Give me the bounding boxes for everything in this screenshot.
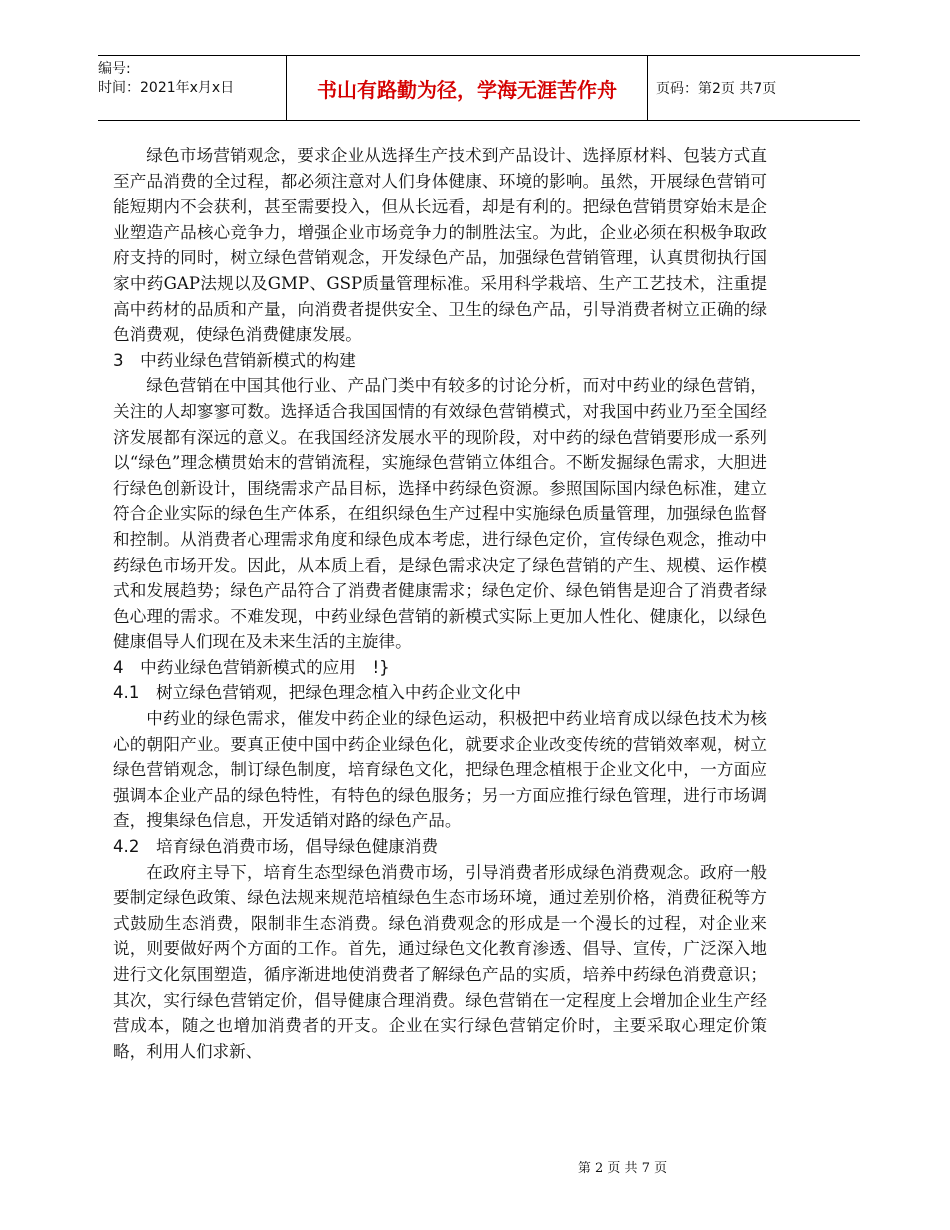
page-header [98,55,860,121]
section-heading: 3 中药业绿色营销新模式的构建 [113,350,356,370]
header-page-info: 页码：第2页 共7页 [656,81,777,97]
document-body [113,143,767,1064]
section-heading: 4 中药业绿色营销新模式的应用 !} [113,657,390,677]
page-footer: 第 2 页 共 7 页 [577,1161,668,1176]
subsection-heading: 4.1 树立绿色营销观，把绿色理念植入中药企业文化中 [113,683,522,703]
body-paragraph: 在政府主导下，培育生态型绿色消费市场，引导消费者形成绿色消费观念。政府一般要制定绿色政策、绿色法规来规范培植绿色生态市场环境，通过差别价格，消费征税等方式鼓励生态消费，限制非生态消费。绿色消费观念的形成是一个漫长的过程，对企业来说，则要做好两个方面的工作。首先，通过绿色文化教育渗透、倡导、宣传，广泛深入地进行文化氛围塑造，循序渐进地使消费者了解绿色产品的实质，培养中药绿色消费意识；其次，实行绿色营销定价，倡导健康合理消费。绿色营销在一定程度上会增加企业生产经营成本，随之也增加消费者的开支。企业在实行绿色营销定价时，主要采取心理定价策略，利用人们求新、 [113,862,767,1061]
subsection-heading: 4.2 培育绿色消费市场，倡导绿色健康消费 [113,837,439,857]
body-paragraph: 中药业的绿色需求，催发中药企业的绿色运动，积极把中药业培育成以绿色技术为核心的朝阳产业。要真正使中国中药企业绿色化，就要求企业改变传统的营销效率观，树立绿色营销观念，制订绿色制度，培育绿色文化，把绿色理念植根于企业文化中，一方面应强调本企业产品的绿色特性，有特色的绿色服务；另一方面应推行绿色管理，进行市场调查，搜集绿色信息，开发适销对路的绿色产品。 [113,709,767,831]
body-paragraph: 绿色营销在中国其他行业、产品门类中有较多的讨论分析，而对中药业的绿色营销，关注的人却寥寥可数。选择适合我国国情的有效绿色营销模式，对我国中药业乃至全国经济发展都有深远的意义。在我国经济发展水平的现阶段，对中药的绿色营销要形成一系列以“绿色”理念横贯始末的营销流程，实施绿色营销立体组合。不断发掘绿色需求，大胆进行绿色创新设计，围绕需求产品目标，选择中药绿色资源。参照国际国内绿色标准，建立符合企业实际的绿色生产体系，在组织绿色生产过程中实施绿色质量管理，加强绿色监督和控制。从消费者心理需求角度和绿色成本考虑，进行绿色定价，宣传绿色观念，推动中药绿色市场开发。因此，从本质上看，是绿色需求决定了绿色营销的产生、规模、运作模式和发展趋势；绿色产品符合了消费者健康需求；绿色定价、绿色销售是迎合了消费者绿色心理的需求。不难发现，中药业绿色营销的新模式实际上更加人性化、健康化，以绿色健康倡导人们现在及未来生活的主旋律。 [113,376,767,652]
body-paragraph: 绿色市场营销观念，要求企业从选择生产技术到产品设计、选择原材料、包装方式直至产品消费的全过程，都必须注意对人们身体健康、环境的影响。虽然，开展绿色营销可能短期内不会获利，甚至需要投入，但从长远看，却是有利的。把绿色营销贯穿始末是企业塑造产品核心竞争力，增强企业市场竞争力的制胜法宝。为此，企业必须在积极争取政府支持的同时，树立绿色营销观念，开发绿色产品，加强绿色营销管理，认真贯彻执行国家中药GAP法规以及GMP、GSP质量管理标准。采用科学栽培、生产工艺技术，注重提高中药材的品质和产量，向消费者提供安全、卫生的绿色产品，引导消费者树立正确的绿色消费观，使绿色消费健康发展。 [113,146,767,345]
header-meta [98,56,286,120]
document-date: 时间：2021年x月x日 [98,80,235,96]
document-number-label: 编号: [98,61,131,77]
header-motto: 书山有路勤为径，学海无涯苦作舟 [286,56,648,120]
